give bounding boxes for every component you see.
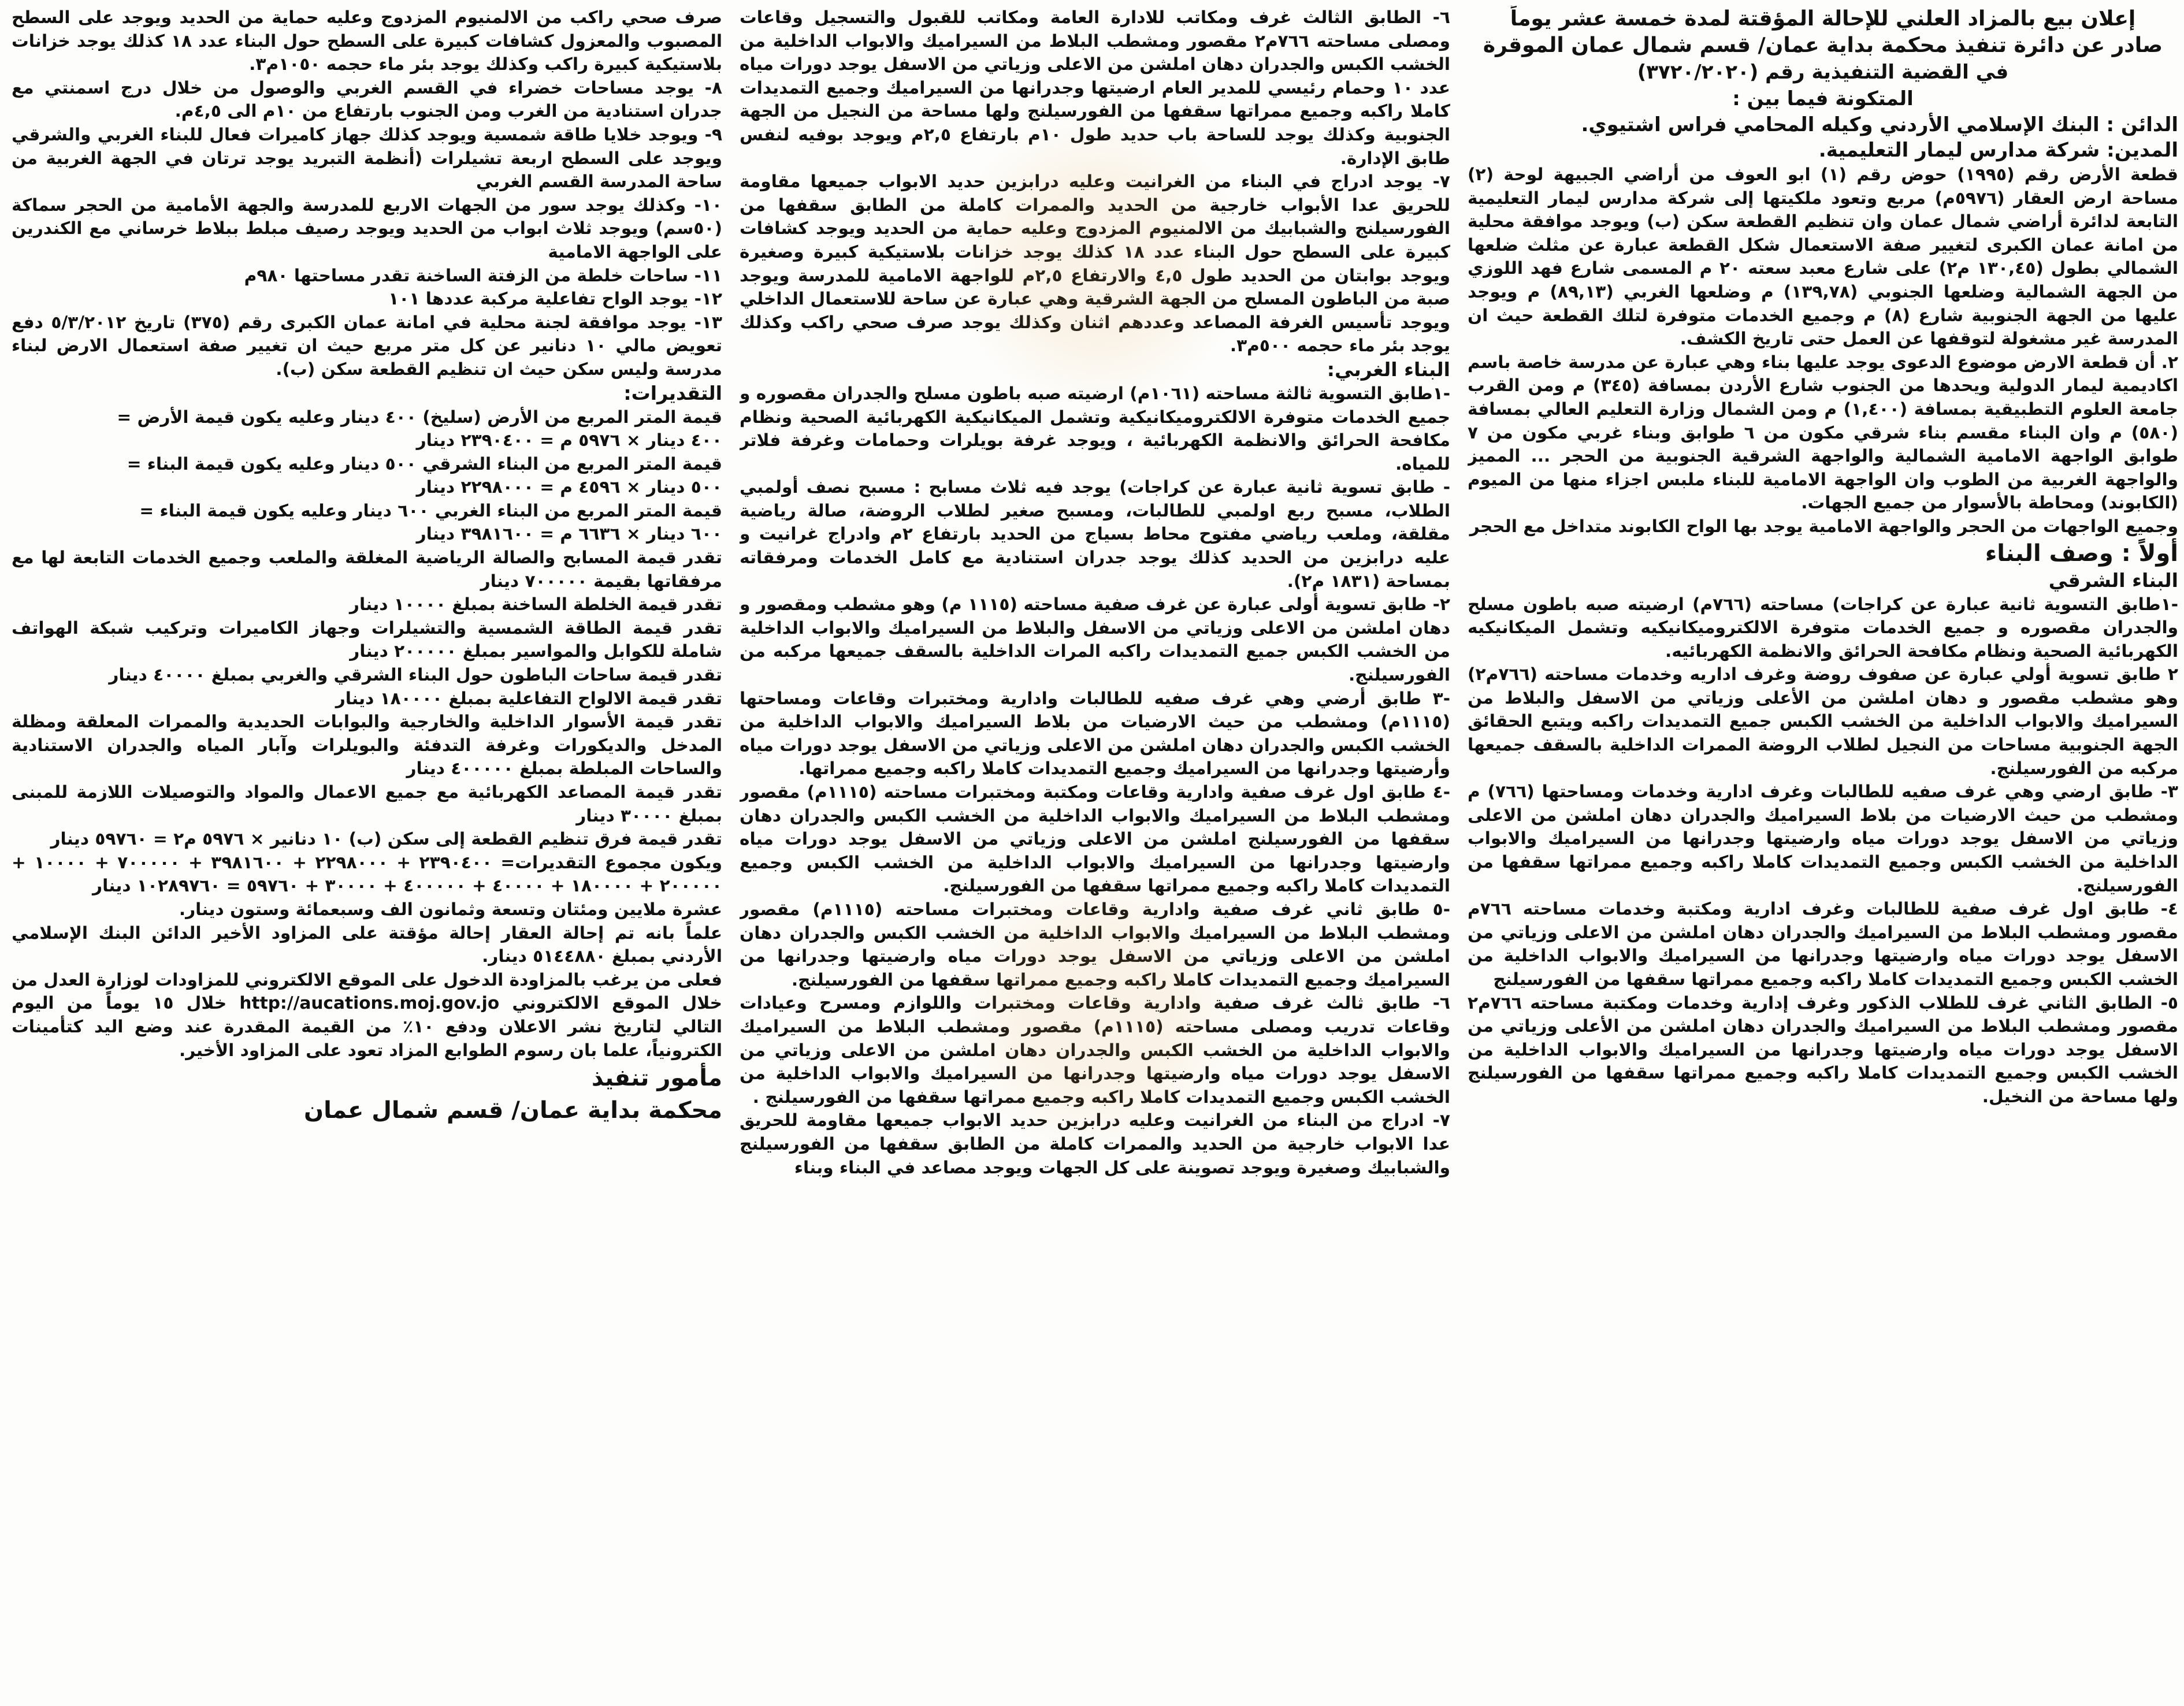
estimate-pools: تقدر قيمة المسابح والصالة الرياضية المغلقة والملعب وجميع الخدمات التابعة لها مع مرفقاتها بقيمة ٧٠٠٠٠٠ دينار [12,548,722,591]
east-floor-5: ٥- الطابق الثاني غرف للطلاب الذكور وغرف إدارية وخدمات ومكتبة مساحته ٧٦٦م٢ مقصور ومشطب البلاط من السيراميك والجدران دهان املشن من الأعلى وزياتي من الاسفل يوجد دورات مياه وارضيتها وجدرانها من السيراميك والابواب الداخلية من الخشب الكبس وجميع التمديدات كاملا راكبه وجميع ممراتها سقفها من الفورسيلنج ولها مساحة من النخيل. [1468,993,2178,1106]
facades-note: وجميع الواجهات من الحجر والواجهة الامامية يوجد بها الواح الكابوند متداخل مع الحجر [1469,516,2178,536]
section-heading-building: أولاً : وصف البناء [1985,540,2178,567]
west-floor-2: ٢- طابق تسوية أولى عبارة عن غرف صفية مساحته (١١١٥ م) وهو مشطب ومقصور و دهان املشن من الاعلى وزياتي من الاسفل والبلاط من السيراميك والابواب الداخلية من الخشب الكبس جميع التمديدات راكبه المرات الداخلية بالسقف جميعها مركبه من الفورسيلنج. [740,594,1450,685]
estimate-elevators: تقدر قيمة المصاعد الكهربائية مع جميع الاعمال والمواد والتوصيلات اللازمة للمبنى بمبلغ ٣٠٠٠٠ دينار [12,782,722,826]
bidding-instructions: فعلى من يرغب بالمزاودة الدخول على الموقع الالكتروني للمزاودات لوزارة العدل من خلال الموقع الالكتروني http://aucations.moj.gov.jo خلال ١٥ يوماً من اليوم التالي لتاريخ نشر الاعلان ودفع ١٠٪ من القيمة المقدرة عند وضع اليد كتأمينات الكترونياً، علما بان رسوم الطوابع المزاد تعود على المزاود الأخير. [12,969,722,1060]
creditor-line: الدائن : البنك الإسلامي الأردني وكيله المحامي فراس اشتيوي. [1581,113,2178,136]
east-stairs-and-fixtures: ٧- يوجد ادراج في البناء من الغرانيت وعليه درابزين حديد الابواب جميعها مقاومة للحريق عدا الأبواب خارجية من الحديد والممرات كاملة من الطابق سقفها من الفورسيلنج والشبابيك من الالمنيوم المزدوج وعليه حماية من الحديد ويوجد كشافات كبيرة على السطح حول البناء عدد ١٨ كذلك يوجد خزانات بلاستيكية كبيرة وصغيرة ويوجد بوابتان من الحديد طول ٤,٥ والارتفاع ٢,٥م للواجهة الامامية للمدرسة ويوجد صبة من الباطون المسلح من الجهة الشرقية وهي عبارة عن ساحة للاستعمال الداخلي ويوجد تأسيس الغرفة المصاعد وعددهم اثنان وكذلك يوجد صرف صحي راكب وكذلك يوجد بئر ماء حجمه ٥٠٠م٣. [740,172,1450,356]
estimate-land: قيمة المتر المربع من الأرض (سليخ) ٤٠٠ دينار وعليه يكون قيمة الأرض = [117,407,722,427]
land-description: قطعة الأرض رقم (١٩٩٥) حوض رقم (١) ابو العوف من أراضي الجبيهة لوحة (٢) مساحة ارض العقار (٥٩٧٦م) مربع وتعود ملكيتها إلى شركة مدارس ليمار التعليمية التابعة لدائرة أراضي شمال عمان وان تنظيم القطعة سكن (ب) ويوجد موافقة محلية من امانة عمان الكبرى لتغيير صفة الاستعمال شكل القطعة عبارة عن مثلث ضلعها الشمالي بطول (١٣٠,٤٥ م٢) على شارع معبد سعته ٢٠ م المسمى شارع فهد اللوزي من الجهة الشمالية وضلعها الجنوبي (١٣٩,٧٨) م وضلعها الغربي (٨٩,١٣) م ويوجد عليها من الجهة الجنوبية شارع (٨) م وجميع الخدمات متوفرة لتلك القطعة حيث ان المدرسة غير مشغولة لتوقفها عن العمل حتى تاريخ الكشف. [1468,165,2178,349]
estimate-east-building-calc: ٥٠٠ دينار × ٤٥٩٦ م = ٢٢٩٨٠٠٠ دينار [416,477,722,497]
west-floor-1: -١طابق التسوية ثالثة مساحته (١٠٦١م) ارضيته صبه باطون مسلح والجدران مقصوره و جميع الخدمات متوفرة الالكتروميكانيكية وتشمل الميكانيكية الكهربائية الصحية ونظام مكافحة الحرائق والانظمة الكهربائية ، ويوجد غرفة بويلرات وحمامات وغرفة فلاتر للمياه. [740,383,1450,474]
building-overview: ٢. أن قطعة الارض موضوع الدعوى يوجد عليها بناء وهي عبارة عن مدرسة خاصة باسم اكاديمية ليمار الدولية ويحدها من الجنوب شارع الأردن بمسافة (٣٤٥) م ومن القرب جامعة العلوم التطبيقية بمسافة (١,٤٠٠) م ومن الشمال وزارة التعليم العالي بمسافة (٥٨٠) م وان البناء مقسم بناء شرقي مكون من ٦ طوابق وبناء غربي مكون من ٧ طوابق الواجهة الامامية الشمالية والواجهة الشرقية الجنوبية من الحجر ... المميز والواجهة الغربية من الطوب وان الواجهة الامامية للبناء ملبس اجزاء منها من الميوم (الكابوند) ومحاطة بالأسوار من جميع الجهات. [1468,352,2178,513]
signature-court: محكمة بداية عمان/ قسم شمال عمان [303,1097,722,1124]
between-line: المتكونة فيما بين : [1732,87,1914,110]
estimates-heading: التقديرات: [623,381,722,404]
notice-title: إعلان بيع بالمزاد العلني للإحالة المؤقتة لمدة خمسة عشر يوماً [1510,7,2136,31]
west-fixtures-continued: صرف صحي راكب من الالمنيوم المزدوج وعليه حماية من الحديد ويوجد على السطح المصبوب والمعزول كشافات كبيرة على السطح حول البناء عدد ١٨ كذلك يوجد خزانات بلاستيكية كبيرة راكب وكذلك يوجد بئر ماء حجمه ١٠٥٠م٣. [12,8,722,75]
estimate-zoning: تقدر قيمة فرق تنظيم القطعة إلى سكن (ب) ١٠ دنانير × ٥٩٧٦ م٢ = ٥٩٧٦٠ دينار [50,829,722,849]
estimate-total: ويكون مجموع التقديرات= ٢٣٩٠٤٠٠ + ٢٢٩٨٠٠٠ + ٣٩٨١٦٠٠ + ٧٠٠٠٠٠ + ١٠٠٠٠ + ٢٠٠٠٠٠ + ١٨٠٠٠٠ + ٤٠٠٠٠ + ٤٠٠٠٠٠ + ٣٠٠٠٠ + ٥٩٧٦٠ = ١٠٢٨٩٧٦٠ دينار [12,852,722,896]
estimate-west-building: قيمة المتر المربع من البناء الغربي ٦٠٠ دينار وعليه يكون قيمة البناء = [139,500,722,521]
west-floor-3: -٣ طابق أرضي وهي غرف صفيه للطالبات وادارية ومختبرات وقاعات ومساحتها (١١١٥م) ومشطب من حيث الارضيات من بلاط السيراميك والابواب الداخلية من الخشب الكبس والجدران دهان املشن من الاعلى وزياتي من الاسفل يوجد دورات مياه وأرضيتها وجدرانها من السيراميك وجميع التمديدات كاملا راكبه وجميع ممراتها. [740,688,1450,779]
west-stairs-and-fixtures: ٧- ادراج من البناء من الغرانيت وعليه درابزين حديد الابواب جميعها مقاومة للحريق عدا الابواب خارجية من الحديد والممرات كاملة من الطابق سقفها من الفورسيلنج والشبابيك وصغيرة ويوجد تصوينة على كل الجهات ويوجد مصاعد في البناء وبناء [740,1110,1450,1177]
east-floor-6: ٦- الطابق الثالث غرف ومكاتب للادارة العامة ومكاتب للقبول والتسجيل وقاعات ومصلى مساحته ٧٦٦م٢ مقصور ومشطب البلاط من السيراميك والابواب الداخلية من الخشب الكبس والجدران دهان املشن من الاعلى وزياتي من الاسفل يوجد دورات مياه عدد ١٠ وحمام رئيسي للمدير العام ارضيتها وجدرانها من السيراميك وجميع التمديدات كاملا راكبه وجميع ممراتها سقفها من الفورسيلنج ولها مساحة من النجيل من الجهة الجنوبية وكذلك يوجد للساحة باب حديد طول ١٠م بارتفاع ٢,٥م ويوجد بوفيه لنفس طابق الإدارة. [740,8,1450,168]
debtor-line: المدين: شركة مدارس ليمار التعليمية. [1818,139,2178,162]
item-12-boards: ١٢- يوجد الواح تفاعلية مركبة عددها ١٠١ [388,289,722,309]
west-building-heading: البناء الغربي: [1327,358,1450,381]
provisional-award: علماً بانه تم إحالة العقار إحالة مؤقتة على المزاود الأخير الدائن البنك الإسلامي الأردني بمبلغ ٥١٤٤٨٨٠ دينار. [12,923,722,967]
column-middle [740,6,1450,1701]
estimate-boards: تقدر قيمة الالواح التفاعلية بمبلغ ١٨٠٠٠٠ دينار [335,688,722,708]
case-number: في القضية التنفيذية رقم (٣٧٢٠/٢٠٢٠) [1637,61,2009,84]
west-floor-4: -٤ طابق اول غرف صفية وادارية وقاعات ومكتبة ومختبرات مساحته (١١١٥م) مقصور ومشطب البلاط من السيراميك والابواب الداخلية من الخشب الكبس والجدران دهان سقفها من الفورسيلنج املشن من الاعلى وزياتي من الاسفل يوجد دورات مياه وارضيتها وجدرانها من السيراميك والابواب الداخلية من الخشب الكبس وجميع التمديدات كاملا راكبه وجميع ممراتها سقفها من الفورسيلنج. [740,782,1450,896]
signature-officer: مأمور تنفيذ [591,1065,722,1092]
item-9-solar: ٩- ويوجد خلايا طاقة شمسية ويوجد كذلك جهاز كاميرات فعال للبناء الغربي والشرقي ويوجد على السطح اربعة تشيلرات (أنظمة التبريد يوجد ترتان في الجهة الغربية من ساحة المدرسة القسم الغربي [12,124,722,192]
estimate-east-building: قيمة المتر المربع من البناء الشرقي ٥٠٠ دينار وعليه يكون قيمة البناء = [127,454,722,474]
column-right [1468,6,2178,1701]
item-8-green-areas: ٨- يوجد مساحات خضراء في القسم الغربي والوصول من خلال درج اسمنتي مع جدران استنادية من الغرب ومن الجنوب بارتفاع من ١٠م الى ٤,٥م. [12,77,722,121]
estimate-land-calc: ٤٠٠ دينار × ٥٩٧٦ م = ٢٣٩٠٤٠٠ دينار [416,430,722,451]
east-floor-4: ٤- طابق اول غرف صفية للطالبات وغرف ادارية ومكتبة وخدمات مساحته ٧٦٦م مقصور ومشطب البلاط من السيراميك والجدران دهان املشن من الاعلى وزياتي من الاسفل يوجد دورات مياه وارضيتها وجدرانها من السيراميك والابواب الداخلية من الخشب الكبس وجميع التمديدات كاملا راكبه وجميع ممراتها سقفها من الفورسيلنج [1468,899,2178,989]
east-floor-2: ٢ طابق تسوية أولي عبارة عن صفوف روضة وغرف اداريه وخدمات مساحته (٧٦٦م٢) وهو مشطب مقصور و دهان املشن من الأعلى وزياتي من الاسفل والبلاط من السيراميك والابواب الداخلية من الخشب الكبس جميع التمديدات راكبه ويتبع الحقائق الجهة الجنوبية مساحات من النجيل لطلاب الروضة الممرات الداخلية بالسقف جميعها مركبه من الفورسيلنج. [1468,664,2178,778]
estimate-total-words: عشرة ملايين ومئتان وتسعة وثمانون الف وسبعمائة وستون دينار. [179,899,722,919]
item-10-fence: ١٠- وكذلك يوجد سور من الجهات الاربع للمدرسة والجهة الأمامية من الحجر سماكة (٥٠سم) ويوجد ثلاث ابواب من الحديد ويوجد رصيف مبلط ببلاط خرساني مع الكندرين على الواجهة الامامية [12,195,722,262]
item-11-asphalt: ١١- ساحات خلطة من الزفتة الساخنة تقدر مساحتها ٩٨٠م [244,265,722,285]
west-floor-6: ٦- طابق ثالث غرف صفية وادارية وقاعات ومختبرات واللوازم ومسرح وعيادات وقاعات تدريب ومصلى مساحته (١١١٥م) مقصور ومشطب البلاط من السيراميك والابواب الداخلية من الخشب الكبس والجدران دهان املشن من الاعلى وزياتي من الاسفل يوجد دورات مياه وارضيتها وجدرانها من السيراميك والابواب الداخلية من الخشب الكبس وجميع التمديدات كاملا راكبه وجميع ممراتها سقفها من الفورسيلنج . [740,993,1450,1107]
estimate-solar: تقدر قيمة الطاقة الشمسية والتشيلرات وجهاز الكاميرات وتركيب شبكة الهواتف شاملة للكوابل والمواسير بمبلغ ٢٠٠٠٠٠ دينار [12,618,722,661]
west-floor-pools: - طابق تسوية ثانية عبارة عن كراجات) يوجد فيه ثلاث مسابح : مسبح نصف أولمبي الطلاب، مسبح ربع اولمبي للطالبات، ومسبح صغير لطلاب الروضة، صالة رياضية مقلقة، وملعب رياضي مفتوح محاط بسياج من الحديد بارتفاع ٢م وادراج غرانيت و عليه درابزين من الحديد كذلك يوجد جدران استنادية مع كامل الخدمات ومرفقاته بمساحة (١٨٣١ م٢). [740,477,1450,591]
east-floor-1: -١طابق التسوية ثانية عبارة عن كراجات) مساحته (٧٦٦م) ارضيته صبه باطون مسلح والجدران مقصوره و جميع الخدمات متوفرة الالكتروميكانيكيه وتشمل الميكانيكيه الكهربائية الصحية ونظام مكافحة الحرائق والانظمة الكهربائيه. [1468,594,2178,661]
estimate-asphalt: تقدر قيمة الخلطة الساخنة بمبلغ ١٠٠٠٠ دينار [349,594,722,615]
estimate-concrete: تقدر قيمة ساحات الباطون حول البناء الشرقي والغربي بمبلغ ٤٠٠٠٠ دينار [109,665,722,685]
column-left [12,6,722,1701]
estimate-west-building-calc: ٦٠٠ دينار × ٦٦٣٦ م = ٣٩٨١٦٠٠ دينار [416,524,722,544]
item-13-approval: ١٣- يوجد موافقة لجنة محلية في امانة عمان الكبرى رقم (٣٧٥) تاريخ ٥/٣/٢٠١٢ دفع تعويض مالي ١٠ دنانير عن كل متر مربع حيث ان تغيير صفة استعمال الارض لبناء مدرسة وليس سكن حيث ان تنظيم القطعة سكن (ب). [12,312,722,379]
west-floor-5: -٥ طابق ثاني غرف صفية وادارية وقاعات ومختبرات مساحته (١١١٥م) مقصور ومشطب البلاط من السيراميك والابواب الداخلية من الخشب الكبس والجدران دهان املشن من الاعلى وزياتي من الاسفل يوجد دورات مياه وارضيتها وجدرانها من السيراميك وجميع التمديدات كاملا راكبه وجميع ممراتها سقفها من الفورسيلنج. [740,899,1450,990]
estimate-fences: تقدر قيمة الأسوار الداخلية والخارجية والبوابات الحديدية والممرات المعلقة ومظلة المدخل والديكورات وغرفة التدفئة والبويلرات وآبار المياه والجدران الاستنادية والساحات المبلطة بمبلغ ٤٠٠٠٠٠ دينار [12,712,722,779]
east-building-heading: البناء الشرقي [2048,568,2178,592]
notice-issuer: صادر عن دائرة تنفيذ محكمة بداية عمان/ قسم شمال عمان الموقرة [1483,34,2163,57]
east-floor-3: ٣- طابق ارضي وهي غرف صفيه للطالبات وغرف ادارية وخدمات ومساحتها (٧٦٦) م ومشطب من حيث الارضيات من بلاط السيراميك والجدران دهان املشن من الاعلى وزياتي من الاسفل يوجد دورات مياه وارضيتها وجدرانها من السيراميك والابواب الداخلية من الخشب الكبس وجميع التمديدات كاملا راكبه وجميع ممراتها سقفها من الفورسيلنج. [1468,782,2178,895]
